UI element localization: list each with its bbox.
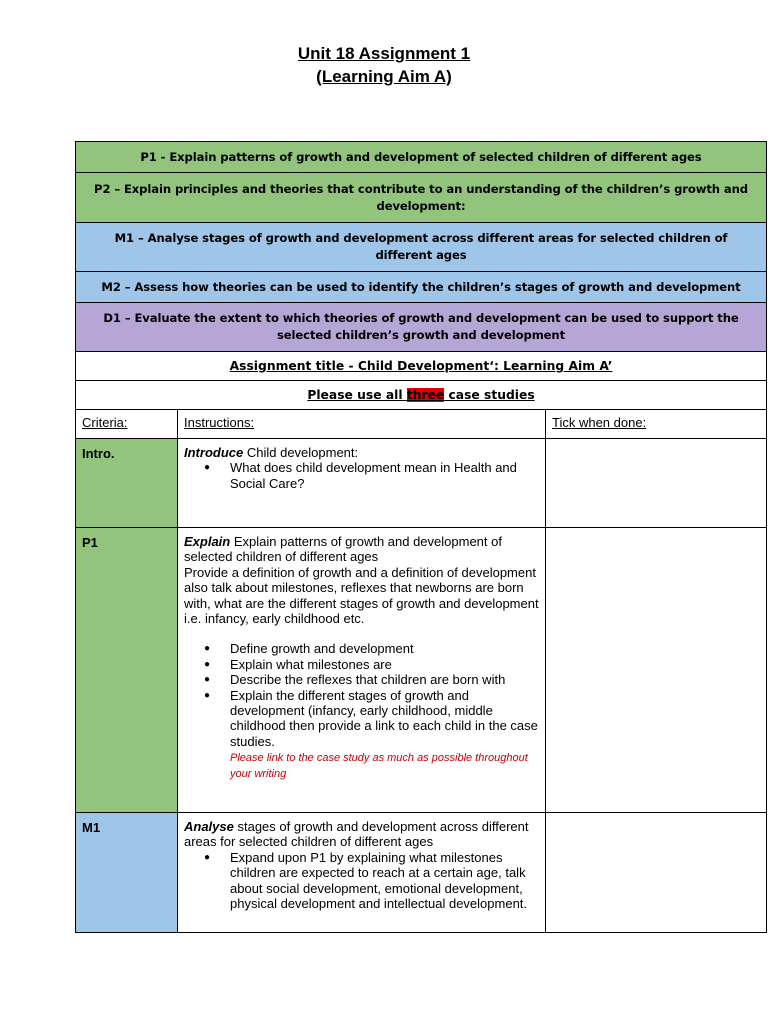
p1-lead: Explain	[184, 534, 231, 549]
case-note-before: Please use all	[307, 388, 407, 402]
assignment-table	[75, 141, 767, 933]
case-study-note	[76, 381, 767, 410]
criteria-p1-row: P1 - Explain patterns of growth and development of selected children of different ages	[76, 142, 767, 173]
column-header-instructions: Instructions:	[178, 410, 546, 439]
criteria-p2-row: P2 – Explain principles and theories that contribute to an understanding of the children’s growth and development:	[76, 173, 767, 223]
criteria-m2-row: M2 – Assess how theories can be used to identify the children’s stages of growth and development	[76, 272, 767, 303]
p1-case-note: Please link to the case study as much as possible throughout your writing	[230, 752, 528, 781]
p1-bullet: ● Describe the reflexes that children are born with	[230, 672, 539, 687]
m1-text: stages of growth and development across different areas for selected children of different ages	[184, 819, 529, 850]
criteria-cell-m1: M1	[76, 813, 178, 933]
p1-paragraph: Provide a definition of growth and a definition of development also talk about milestones, reflexes that newborns are born with, what are the different stages of growth and development i.e. infancy, early childhood etc.	[184, 564, 539, 627]
column-header-tick: Tick when done:	[546, 410, 767, 439]
title-line-1: Unit 18 Assignment 1	[297, 44, 471, 63]
tick-cell-intro[interactable]	[546, 439, 767, 528]
tick-cell-p1[interactable]	[546, 528, 767, 813]
intro-text: Child development:	[243, 445, 359, 460]
criteria-cell-intro: Intro.	[76, 439, 178, 528]
p1-bullet: ● Explain the different stages of growth and development (infancy, early childhood, middle childhood then provide a link to each child in the case studies.	[230, 688, 539, 750]
case-note-after: case studies	[444, 388, 535, 402]
m1-bullet: ● Expand upon P1 by explaining what milestones children are expected to reach at a certain age, talk about social development, emotional development, physical development and intellectual development.	[230, 850, 539, 912]
tick-cell-m1[interactable]	[546, 813, 767, 933]
case-note-highlight: three	[406, 388, 445, 402]
column-header-criteria: Criteria:	[76, 410, 178, 439]
criteria-m1-row: M1 – Analyse stages of growth and development across different areas for selected children of different ages	[76, 223, 767, 272]
m1-lead: Analyse	[184, 819, 234, 834]
intro-lead: Introduce	[184, 445, 244, 460]
m1-bullets	[184, 850, 539, 912]
document-title	[0, 42, 768, 88]
instructions-cell-p1	[178, 528, 546, 813]
criteria-d1-row: D1 – Evaluate the extent to which theories of growth and development can be used to support the selected children’s growth and development	[76, 303, 767, 352]
criteria-cell-p1: P1	[76, 528, 178, 813]
title-line-2: (Learning Aim A)	[316, 67, 452, 86]
instructions-cell-intro	[178, 439, 546, 528]
intro-bullets	[184, 460, 539, 491]
intro-bullet: ● What does child development mean in Health and Social Care?	[230, 460, 539, 491]
p1-bullets	[184, 641, 539, 749]
instructions-cell-m1	[178, 813, 546, 933]
p1-bullet: ● Define growth and development	[230, 641, 539, 656]
p1-text: Explain patterns of growth and development of selected children of different ages	[184, 534, 502, 565]
assignment-title: Assignment title - Child Development‘: Learning Aim A’	[76, 352, 767, 381]
p1-bullet: ● Explain what milestones are	[230, 657, 539, 672]
